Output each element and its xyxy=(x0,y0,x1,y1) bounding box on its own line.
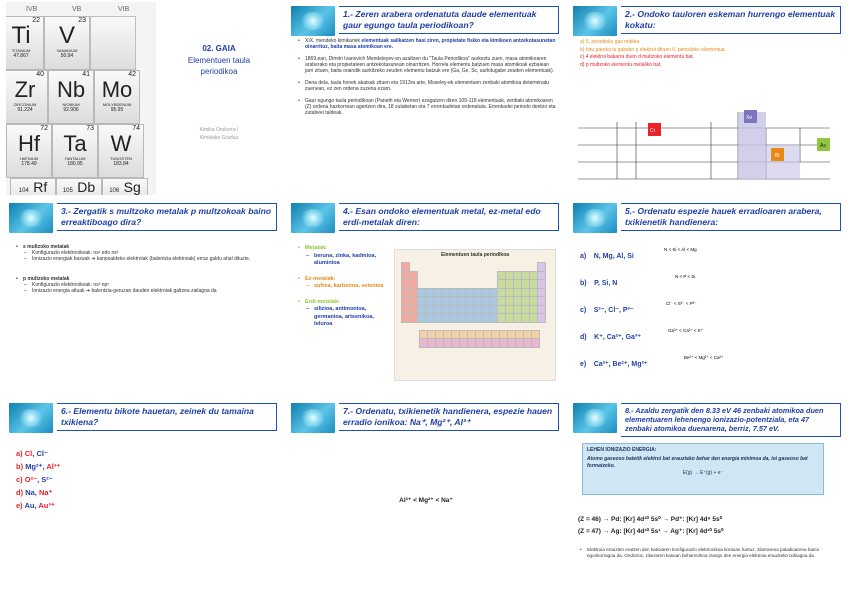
answer-row: c) S²⁻, Cl⁻, P³⁻ Cl⁻ < S²⁻ < P³⁻ xyxy=(580,301,697,314)
cell-label: As xyxy=(820,143,826,149)
slide-8[interactable] xyxy=(570,399,846,592)
list-item: c) 4 elektroi bakarra duen d multzoko elementu bat. xyxy=(580,54,694,60)
answer-text: Al³⁺ < Mg²⁺ < Na⁺ xyxy=(399,497,453,504)
element-tile: 73 Ta TANTALUM 180.95 xyxy=(52,124,98,178)
bullet-text: • XIX. mendeko kimikariek elementuak sailkatzen hasi ziren, propietate fisiko eta kimikoen antzekotasunetan oinarrituz, baita masa atomikoan ere. xyxy=(298,38,558,50)
list-item: d) p multzoko elementu metaliko bat. xyxy=(580,61,662,68)
mini-element-cell xyxy=(537,313,546,323)
pair-row: b) Mg²⁺, Al³⁺ xyxy=(16,462,61,471)
element-tile: 42 Mo MOLYBDENUM 95.95 xyxy=(94,70,140,124)
cover-author: Kimika Orokorra I Kimikako Gradua xyxy=(199,127,239,141)
list-item: a) 5. periodoko gas noblea xyxy=(580,39,640,45)
definition-box: LEHEN IONIZAZIO ENERGIA: Atomo gaseoso batetik elektroi bat erauzteko behar den energia minimoa da, ioi gaseoso bat formatzeko. E(g) → E⁺(g) + e⁻ xyxy=(582,443,824,495)
element-tile: 72 Hf HAFNIUM 178.49 xyxy=(6,124,52,178)
element-tile: 41 Nb NIOBIUM 92.906 xyxy=(48,70,94,124)
element-tile: 74 W TUNGSTEN 183.84 xyxy=(98,124,144,178)
slide-title: 2.- Ondoko tauloren eskeman hurrengo elementuak kokatu: xyxy=(621,6,841,34)
slide-title: 8.- Azaldu zergatik den 8.33 eV 46 zenbaki atomikoa duen elementuaren lehenengo ionizazio-potentziala, eta 47 zenbaki atomikoa duenarena, berriz, 7.57 eV. xyxy=(621,403,841,437)
slide-title: 7.- Ordenatu, txikienetik handienera, espezie hauen erradio ionikoa: Na⁺, Mg²⁺, Al³⁺ xyxy=(339,403,559,431)
note-text: • Elektroia erauzten eratzen den katioiaren konfigurazio elektronikoa kontuan hartuz, zilarrarena paladioarena baino egonkorragoa da. Ondorioz, zilarraren kasuan beharrezkoa izango den energia elektroia erauzteko txikiagoa da. xyxy=(580,547,842,558)
pair-row: a) Cl, Cl⁻ xyxy=(16,449,48,458)
slide-5[interactable] xyxy=(570,199,846,392)
slide-thumbnail-icon xyxy=(9,203,53,233)
slide-thumbnail-icon xyxy=(291,6,335,36)
slide-thumbnail-icon xyxy=(573,403,617,433)
bullet-heading: • p multzoko metalak xyxy=(16,276,271,282)
slide-title: 6.- Elementu bikote hauetan, zeinek du tamaina txikiena? xyxy=(57,403,277,431)
group-heading: • Metalak: xyxy=(298,245,390,253)
mini-element-cell xyxy=(531,338,540,348)
group-values: – beruna, zinka, kadmioa, aluminioa xyxy=(298,253,390,268)
element-tile xyxy=(90,16,136,70)
slide-thumbnail-icon xyxy=(291,203,335,233)
slide-title: 5.- Ordenatu espezie hauek erradioaren arabera, txikienetik handienera: xyxy=(621,203,841,231)
config-line: (Z = 47) → Ag: [Kr] 4d¹⁰ 5s¹ → Ag⁺: [Kr] 4d¹⁰ 5s⁰ xyxy=(578,528,724,535)
answer-row: d) K⁺, Ca²⁺, Ga³⁺ Ga³⁺ < Ca²⁺ < K⁺ xyxy=(580,328,704,341)
answer-row: b) P, Si, N N < P < Si xyxy=(580,274,696,287)
group-label: VIB xyxy=(118,6,130,13)
group-heading: • Ez-metalak: xyxy=(298,276,390,284)
config-line: (Z = 46) → Pd: [Kr] 4d¹⁰ 5s⁰ → Pd⁺: [Kr] 4d⁹ 5s⁰ xyxy=(578,516,723,523)
answer-row: a) N, Mg, Al, Si N < Si < Al < Mg xyxy=(580,247,697,260)
group-label: IVB xyxy=(26,6,38,13)
slide-thumbnail-icon xyxy=(291,403,335,433)
pair-row: c) O²⁻, S²⁻ xyxy=(16,475,53,484)
slide-1[interactable] xyxy=(288,2,564,195)
element-tile: 22 Ti TITANIUM 47.867 xyxy=(6,16,44,70)
element-tile: 105 Db xyxy=(56,178,102,195)
group-label: VB xyxy=(72,6,82,13)
slide-2[interactable] xyxy=(570,2,846,195)
slide-4[interactable] xyxy=(288,199,564,392)
group-values: – silizioa, antimonioa, germanioa, artsenikoa, teluroa xyxy=(298,306,390,329)
cell-label: Cr xyxy=(650,128,656,134)
slide-6[interactable] xyxy=(6,399,282,592)
slide-thumbnail-icon xyxy=(9,403,53,433)
element-tile: 104 Rf xyxy=(10,178,56,195)
group-heading: • Erdi-metalak: xyxy=(298,299,390,307)
sub-bullet: – Konfigurazio elektronikoak: ns¹ edo ns² xyxy=(16,250,271,256)
slide-3[interactable] xyxy=(6,199,282,392)
periodic-table-image: Elementuen taula periodikoa xyxy=(394,249,556,381)
cell-label: Xe xyxy=(746,115,753,121)
slide-title: 1.- Zeren arabera ordenatuta daude elementuak gaur egungo taula periodikoan? xyxy=(339,6,559,34)
bullet-heading: • s multzoko metalak xyxy=(16,244,271,250)
slide-cover[interactable] xyxy=(6,2,282,195)
pair-row: e) Au, Au³⁺ xyxy=(16,501,55,510)
group-values: – sufrea, karbonoa, selenioa xyxy=(298,283,390,291)
slide-title: 3.- Zergatik s multzoko metalak p multzokoak baino erreaktiboago dira? xyxy=(57,203,277,231)
cover-heading: 02. GAIA xyxy=(202,44,236,53)
cover-subtitle: Elementuen taula periodikoa xyxy=(187,56,251,76)
list-item: b) hiru pareka tu gabeko p elektroi dituen 6. periodoko elementua. xyxy=(580,46,726,53)
sub-bullet: – Ionizazio energiak baxuak ➔ kanpoaldeko elektroiak (balentzia elektroiak) erraz galdu ahal dituzte. xyxy=(16,256,271,262)
sub-bullet: – Ionizazio energia altuak ➔ balentzia-geruzan dauden elektroiak galtzea zailagoa da xyxy=(16,288,271,294)
pair-row: d) Na, Na⁺ xyxy=(16,488,53,497)
slide-title: 4.- Esan ondoko elementuak metal, ez-metal edo erdi-metalak diren: xyxy=(339,203,559,231)
element-tile: 23 V VANADIUM 50.94 xyxy=(44,16,90,70)
slide-thumbnail-icon xyxy=(573,203,617,233)
slide-7[interactable] xyxy=(288,399,564,592)
cell-label: Bi xyxy=(775,153,780,159)
sub-bullet: – Konfigurazio elektronikoak: ns² npˣ xyxy=(16,282,271,288)
answer-row: e) Ca²⁺, Be²⁺, Mg²⁺ Be²⁺ < Mg²⁺ < Ca²⁺ xyxy=(580,355,724,368)
bullet-text: • 1869.ean, Dimitri Ivanovich Mendeleyev-en azaltzen du "Taula Periodikoa" aurkeztu zuen, masa atomikoaren araberako eta propietateen antzekotasunean oinarritzen. Horrela elementu batzuen masa atomikoak ezbaiean jarri zituen, baita oraindik aurkitzeko zeuden elementu batzuk ere (Ga, Ge, Sc, aurkitugabe zeuden elementuak). xyxy=(298,56,558,74)
bullet-text: • Gaur egungo taula periodikoan (Paneth eta Werner) ezagutzen diren 109-118 elementuak, zenbaki atomikoaren (Z) ordena hazkorrean agertzen dira, 18 zutabetan eta 7 errenkadetan ordenatuta. Errenkadei periodo deritzo eta zutabeei taldeak. xyxy=(298,98,558,116)
element-tile: 40 Zr ZIRCONIUM 91.224 xyxy=(6,70,48,124)
element-tile: 106 Sg xyxy=(102,178,148,195)
periodic-table-scheme xyxy=(570,2,846,195)
bullet-text: • Dena dela, taula honek akatsak zituen eta 1913ra arte, Moseley-ek elementuen zenbaki atomikoa determinatu zuenean, ez zen ordena zuzena ezarri. xyxy=(298,80,558,92)
periodic-tiles-image xyxy=(6,2,156,195)
